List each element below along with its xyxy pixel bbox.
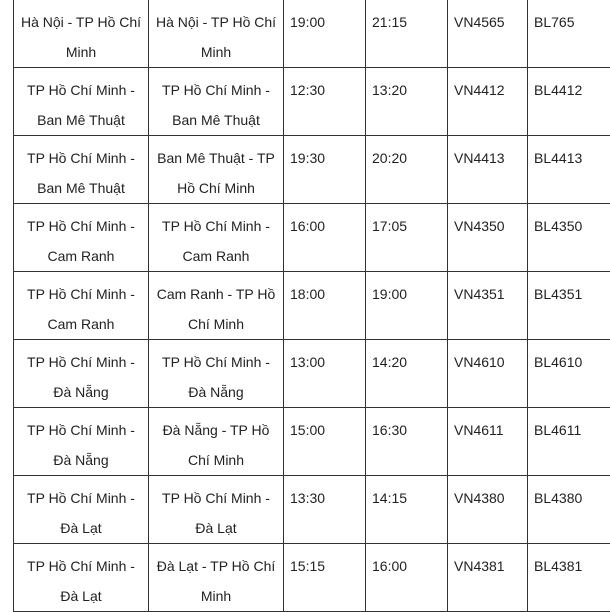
vn-flight-code-cell: VN4381 (448, 544, 528, 612)
table-row (14, 408, 610, 476)
table-row (14, 544, 610, 612)
arrive-time-cell: 16:00 (366, 544, 448, 612)
leg-cell: Đà Lạt - TP Hồ Chí Minh (149, 544, 284, 612)
arrive-time-cell: 14:15 (366, 476, 448, 544)
table-row (14, 340, 610, 408)
depart-time-cell: 15:00 (284, 408, 366, 476)
depart-time-cell: 16:00 (284, 204, 366, 272)
depart-time-cell: 13:30 (284, 476, 366, 544)
arrive-time-cell: 17:05 (366, 204, 448, 272)
table-row (14, 204, 610, 272)
table-row (14, 0, 610, 68)
leg-cell: TP Hồ Chí Minh - Đà Lạt (149, 476, 284, 544)
leg-cell: TP Hồ Chí Minh - Ban Mê Thuật (149, 68, 284, 136)
arrive-time-cell: 16:30 (366, 408, 448, 476)
route-cell: TP Hồ Chí Minh - Cam Ranh (14, 204, 149, 272)
vn-flight-code-cell: VN4413 (448, 136, 528, 204)
bl-flight-code-cell: BL4351 (528, 272, 610, 340)
arrive-time-cell: 19:00 (366, 272, 448, 340)
leg-cell: TP Hồ Chí Minh - Đà Nẵng (149, 340, 284, 408)
bl-flight-code-cell: BL4611 (528, 408, 610, 476)
depart-time-cell: 19:30 (284, 136, 366, 204)
leg-cell: TP Hồ Chí Minh - Cam Ranh (149, 204, 284, 272)
arrive-time-cell: 20:20 (366, 136, 448, 204)
bl-flight-code-cell: BL4380 (528, 476, 610, 544)
depart-time-cell: 13:00 (284, 340, 366, 408)
table-row (14, 136, 610, 204)
vn-flight-code-cell: VN4412 (448, 68, 528, 136)
vn-flight-code-cell: VN4611 (448, 408, 528, 476)
depart-time-cell: 15:15 (284, 544, 366, 612)
route-cell: TP Hồ Chí Minh - Đà Lạt (14, 476, 149, 544)
route-cell: TP Hồ Chí Minh - Ban Mê Thuật (14, 68, 149, 136)
flight-schedule-table (13, 0, 610, 612)
table-row (14, 476, 610, 544)
table-row (14, 272, 610, 340)
route-cell: TP Hồ Chí Minh - Đà Lạt (14, 544, 149, 612)
vn-flight-code-cell: VN4351 (448, 272, 528, 340)
vn-flight-code-cell: VN4350 (448, 204, 528, 272)
depart-time-cell: 12:30 (284, 68, 366, 136)
arrive-time-cell: 21:15 (366, 0, 448, 68)
arrive-time-cell: 13:20 (366, 68, 448, 136)
leg-cell: Đà Nẵng - TP Hồ Chí Minh (149, 408, 284, 476)
route-cell: Hà Nội - TP Hồ Chí Minh (14, 0, 149, 68)
route-cell: TP Hồ Chí Minh - Đà Nẵng (14, 340, 149, 408)
depart-time-cell: 18:00 (284, 272, 366, 340)
leg-cell: Hà Nội - TP Hồ Chí Minh (149, 0, 284, 68)
bl-flight-code-cell: BL4412 (528, 68, 610, 136)
vn-flight-code-cell: VN4565 (448, 0, 528, 68)
flight-schedule-body (14, 0, 610, 612)
vn-flight-code-cell: VN4380 (448, 476, 528, 544)
table-row (14, 68, 610, 136)
route-cell: TP Hồ Chí Minh - Ban Mê Thuật (14, 136, 149, 204)
leg-cell: Ban Mê Thuật - TP Hồ Chí Minh (149, 136, 284, 204)
depart-time-cell: 19:00 (284, 0, 366, 68)
bl-flight-code-cell: BL4610 (528, 340, 610, 408)
bl-flight-code-cell: BL4381 (528, 544, 610, 612)
arrive-time-cell: 14:20 (366, 340, 448, 408)
bl-flight-code-cell: BL4413 (528, 136, 610, 204)
vn-flight-code-cell: VN4610 (448, 340, 528, 408)
route-cell: TP Hồ Chí Minh - Đà Nẵng (14, 408, 149, 476)
bl-flight-code-cell: BL765 (528, 0, 610, 68)
bl-flight-code-cell: BL4350 (528, 204, 610, 272)
route-cell: TP Hồ Chí Minh - Cam Ranh (14, 272, 149, 340)
leg-cell: Cam Ranh - TP Hồ Chí Minh (149, 272, 284, 340)
